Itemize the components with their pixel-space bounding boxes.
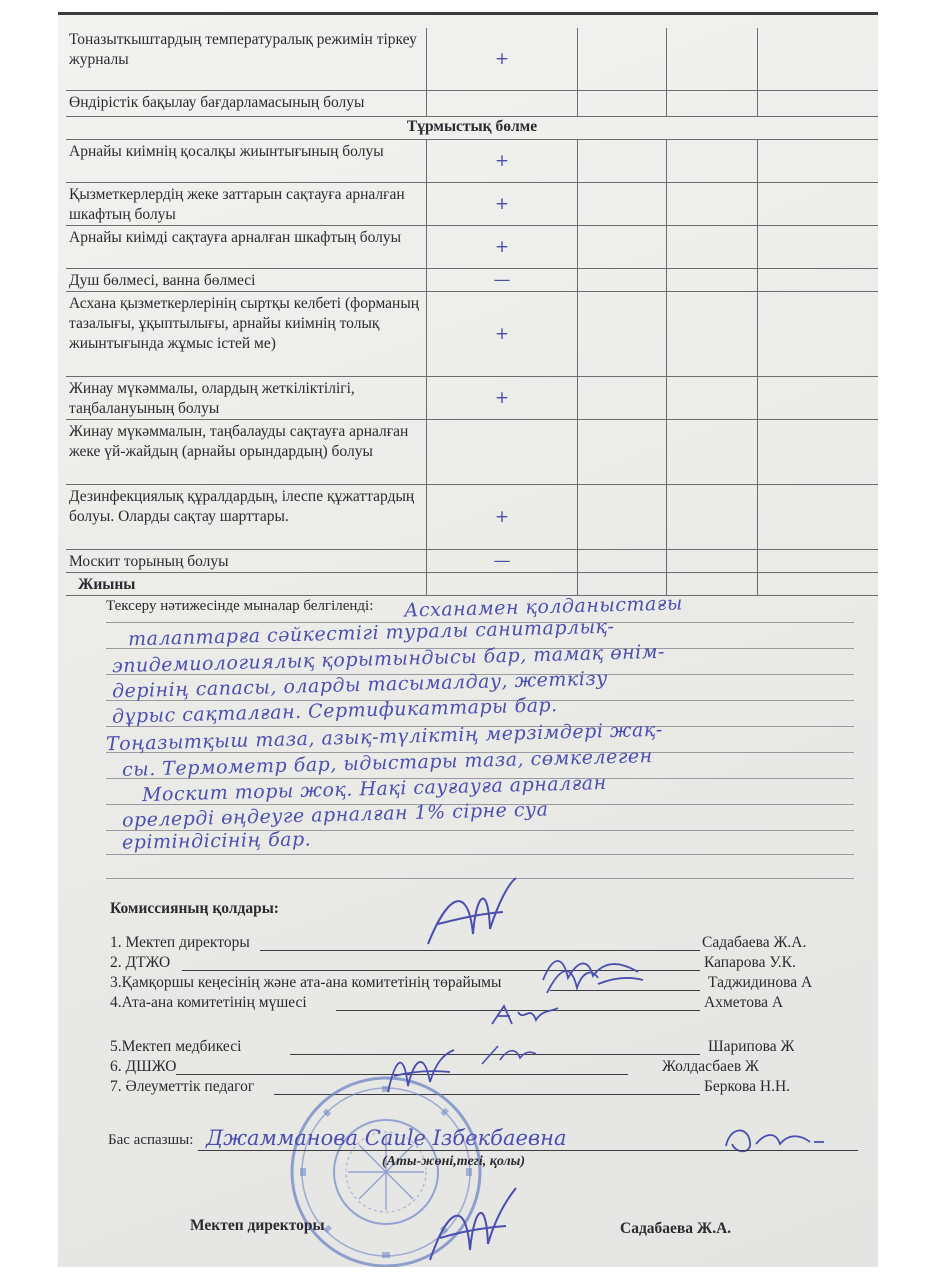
row-cell bbox=[426, 573, 577, 595]
row-cell bbox=[577, 292, 666, 376]
signature-person: Жолдасбаев Ж bbox=[662, 1058, 759, 1075]
handwritten-line: талаптарға сәйкестігі туралы санитарлық- bbox=[127, 615, 615, 651]
row-cell bbox=[757, 485, 878, 549]
row-cell bbox=[577, 485, 666, 549]
row-cell bbox=[577, 91, 666, 116]
row-cell bbox=[666, 28, 757, 90]
handwritten-line: сы. Термометр бар, ыдыстары таза, сөмкелеген bbox=[121, 745, 653, 781]
signature-scribble-icon bbox=[418, 1180, 528, 1267]
signature-scribble-icon bbox=[380, 1042, 460, 1102]
signature-scribble-icon bbox=[720, 1120, 830, 1160]
handwritten-line: эпидемиологиялық қорытындысы бар, тамақ өнім- bbox=[111, 640, 666, 678]
signature-scribble-icon bbox=[488, 1000, 578, 1030]
row-label: Арнайы киімнің қосалқы жиынтығының болуы bbox=[69, 143, 384, 160]
signature-row bbox=[110, 994, 810, 1014]
director-name: Садабаева Ж.А. bbox=[620, 1220, 732, 1237]
table-row bbox=[66, 420, 878, 485]
section-title: Тұрмыстық бөлме bbox=[406, 118, 538, 135]
head-chef-handwritten-name: Джамманова Саule Ізбекбаевна bbox=[206, 1126, 567, 1150]
table-row bbox=[66, 377, 878, 420]
head-chef-label: Бас аспазшы: bbox=[108, 1132, 194, 1148]
table-row bbox=[66, 292, 878, 377]
mark-value: — bbox=[493, 551, 511, 571]
signature-scribble-icon bbox=[542, 958, 602, 998]
mark-value: + bbox=[494, 237, 510, 257]
row-cell bbox=[666, 140, 757, 182]
row-cell bbox=[757, 28, 878, 90]
row-label: Дезинфекциялық құралдардың, ілеспе құжаттардың болуы. Оларды сақтау шарттары. bbox=[69, 488, 415, 525]
signature-role: 7. Әлеуметтік педагог bbox=[110, 1078, 255, 1095]
signatures-title: Комиссияның қолдары: bbox=[110, 900, 279, 917]
row-cell bbox=[757, 140, 878, 182]
row-label: Москит торының болуы bbox=[69, 553, 229, 570]
signature-role: 4.Ата-ана комитетінің мүшесі bbox=[110, 994, 307, 1011]
signature-scribble-icon bbox=[478, 1040, 538, 1070]
mark-value: + bbox=[494, 507, 510, 527]
signature-person: Капарова У.К. bbox=[704, 954, 796, 971]
document-page bbox=[58, 12, 878, 1267]
table-row bbox=[66, 485, 878, 550]
table-row bbox=[66, 28, 878, 91]
total-row bbox=[66, 573, 878, 596]
director-label: Мектеп директоры bbox=[190, 1217, 325, 1234]
handwritten-line: дұрыс сақталған. Сертификаттары бар. bbox=[111, 694, 558, 728]
row-label: Өндірістік бақылау бағдарламасының болуы bbox=[69, 94, 365, 111]
row-mark bbox=[426, 226, 577, 268]
row-cell bbox=[666, 420, 757, 484]
signature-role: 2. ДТЖО bbox=[110, 954, 171, 971]
row-cell bbox=[757, 183, 878, 225]
mark-value: + bbox=[494, 388, 510, 408]
table-row bbox=[66, 140, 878, 183]
row-cell bbox=[577, 573, 666, 595]
row-cell bbox=[757, 573, 878, 595]
row-cell bbox=[666, 550, 757, 572]
section-header-row bbox=[66, 117, 878, 140]
handwritten-line: дерінің сапасы, оларды тасымалдау, жеткізу bbox=[111, 667, 608, 703]
row-cell bbox=[577, 377, 666, 419]
signature-person: Садабаева Ж.А. bbox=[702, 934, 807, 951]
row-mark bbox=[426, 420, 577, 484]
row-cell bbox=[666, 91, 757, 116]
row-label: Жиыны bbox=[78, 576, 136, 593]
row-cell bbox=[757, 292, 878, 376]
row-label: Қызметкерлердің жеке заттарын сақтауға арналған шкафтың болуы bbox=[69, 186, 405, 223]
row-cell bbox=[577, 269, 666, 291]
signature-person: Шарипова Ж bbox=[708, 1038, 795, 1055]
signature-role: 1. Мектеп директоры bbox=[110, 934, 250, 951]
row-mark bbox=[426, 485, 577, 549]
row-cell bbox=[666, 377, 757, 419]
mark-value: + bbox=[494, 324, 510, 344]
row-mark bbox=[426, 550, 577, 572]
mark-value: + bbox=[494, 194, 510, 214]
row-cell bbox=[577, 550, 666, 572]
row-mark bbox=[426, 140, 577, 182]
row-mark bbox=[426, 269, 577, 291]
handwritten-line: Москит торы жоқ. Нақі сауғауға арналған bbox=[141, 771, 607, 807]
top-edge bbox=[58, 12, 878, 15]
signature-role: 6. ДШЖО bbox=[110, 1058, 177, 1075]
table-row bbox=[66, 91, 878, 117]
row-cell bbox=[757, 420, 878, 484]
signature-person: Таджидинова А bbox=[708, 974, 813, 991]
row-label: Тоназыткыштардың температуралық режимін тіркеу журналы bbox=[69, 31, 417, 68]
handwritten-line: Асханамен қолданыстағы bbox=[403, 592, 684, 622]
signature-row bbox=[110, 1038, 810, 1058]
head-chef-line bbox=[198, 1150, 858, 1151]
handwritten-line: Тоңазытқыш таза, азық-түліктің мерзімдері жақ- bbox=[105, 718, 664, 756]
signature-row bbox=[110, 974, 813, 994]
mark-value: — bbox=[493, 270, 511, 290]
row-cell bbox=[666, 292, 757, 376]
row-mark bbox=[426, 28, 577, 90]
signature-role: 3.Қамқоршы кеңесінің және ата-ана комитетінің төрайымы bbox=[110, 974, 502, 991]
mark-value: + bbox=[494, 49, 510, 69]
row-cell bbox=[757, 226, 878, 268]
handwritten-line: орелерді өңдеуге арналған 1% сірне суа bbox=[121, 798, 549, 832]
head-chef-caption: (Аты-жөні,тегі, қолы) bbox=[382, 1154, 526, 1169]
findings-label: Тексеру нәтижесінде мыналар белгіленді: bbox=[106, 598, 374, 614]
ruled-line bbox=[106, 854, 854, 855]
table-row bbox=[66, 226, 878, 269]
row-cell bbox=[666, 485, 757, 549]
row-mark bbox=[426, 183, 577, 225]
row-cell bbox=[666, 269, 757, 291]
row-cell bbox=[577, 140, 666, 182]
row-cell bbox=[666, 183, 757, 225]
signature-person: Ахметова А bbox=[704, 994, 784, 1011]
table-row bbox=[66, 550, 878, 573]
row-cell bbox=[577, 420, 666, 484]
signature-person: Беркова Н.Н. bbox=[704, 1078, 791, 1095]
table-row bbox=[66, 183, 878, 226]
row-mark bbox=[426, 292, 577, 376]
row-label: Жинау мүкәммалын, таңбалауды сақтауға арналған жеке үй-жайдың (арнайы орындардың) болуы bbox=[69, 423, 409, 460]
handwritten-line: ерітіндісінің бар. bbox=[121, 828, 312, 854]
signature-role: 5.Мектеп медбикесі bbox=[110, 1038, 242, 1055]
row-cell bbox=[757, 269, 878, 291]
row-cell bbox=[577, 28, 666, 90]
row-label: Асхана қызметкерлерінің сыртқы келбеті (форманың тазалығы, ұқыптылығы, арнайы киімнің толық жиынтығында жұмыс істей ме) bbox=[69, 295, 420, 352]
row-label: Арнайы киімді сақтауға арналған шкафтың болуы bbox=[69, 229, 402, 246]
mark-value: + bbox=[494, 151, 510, 171]
row-label: Жинау мүкәммалы, олардың жеткіліктілігі, таңбалануының болуы bbox=[69, 380, 355, 417]
row-label: Душ бөлмесі, ванна бөлмесі bbox=[69, 272, 256, 289]
row-mark bbox=[426, 91, 577, 116]
row-mark bbox=[426, 377, 577, 419]
table-row bbox=[66, 269, 878, 292]
row-cell bbox=[577, 226, 666, 268]
signature-scribble-icon bbox=[418, 874, 528, 954]
row-cell bbox=[757, 377, 878, 419]
row-cell bbox=[757, 550, 878, 572]
checklist-table bbox=[66, 28, 878, 596]
row-cell bbox=[577, 183, 666, 225]
signature-row bbox=[110, 954, 810, 974]
row-cell bbox=[757, 91, 878, 116]
row-cell bbox=[666, 226, 757, 268]
